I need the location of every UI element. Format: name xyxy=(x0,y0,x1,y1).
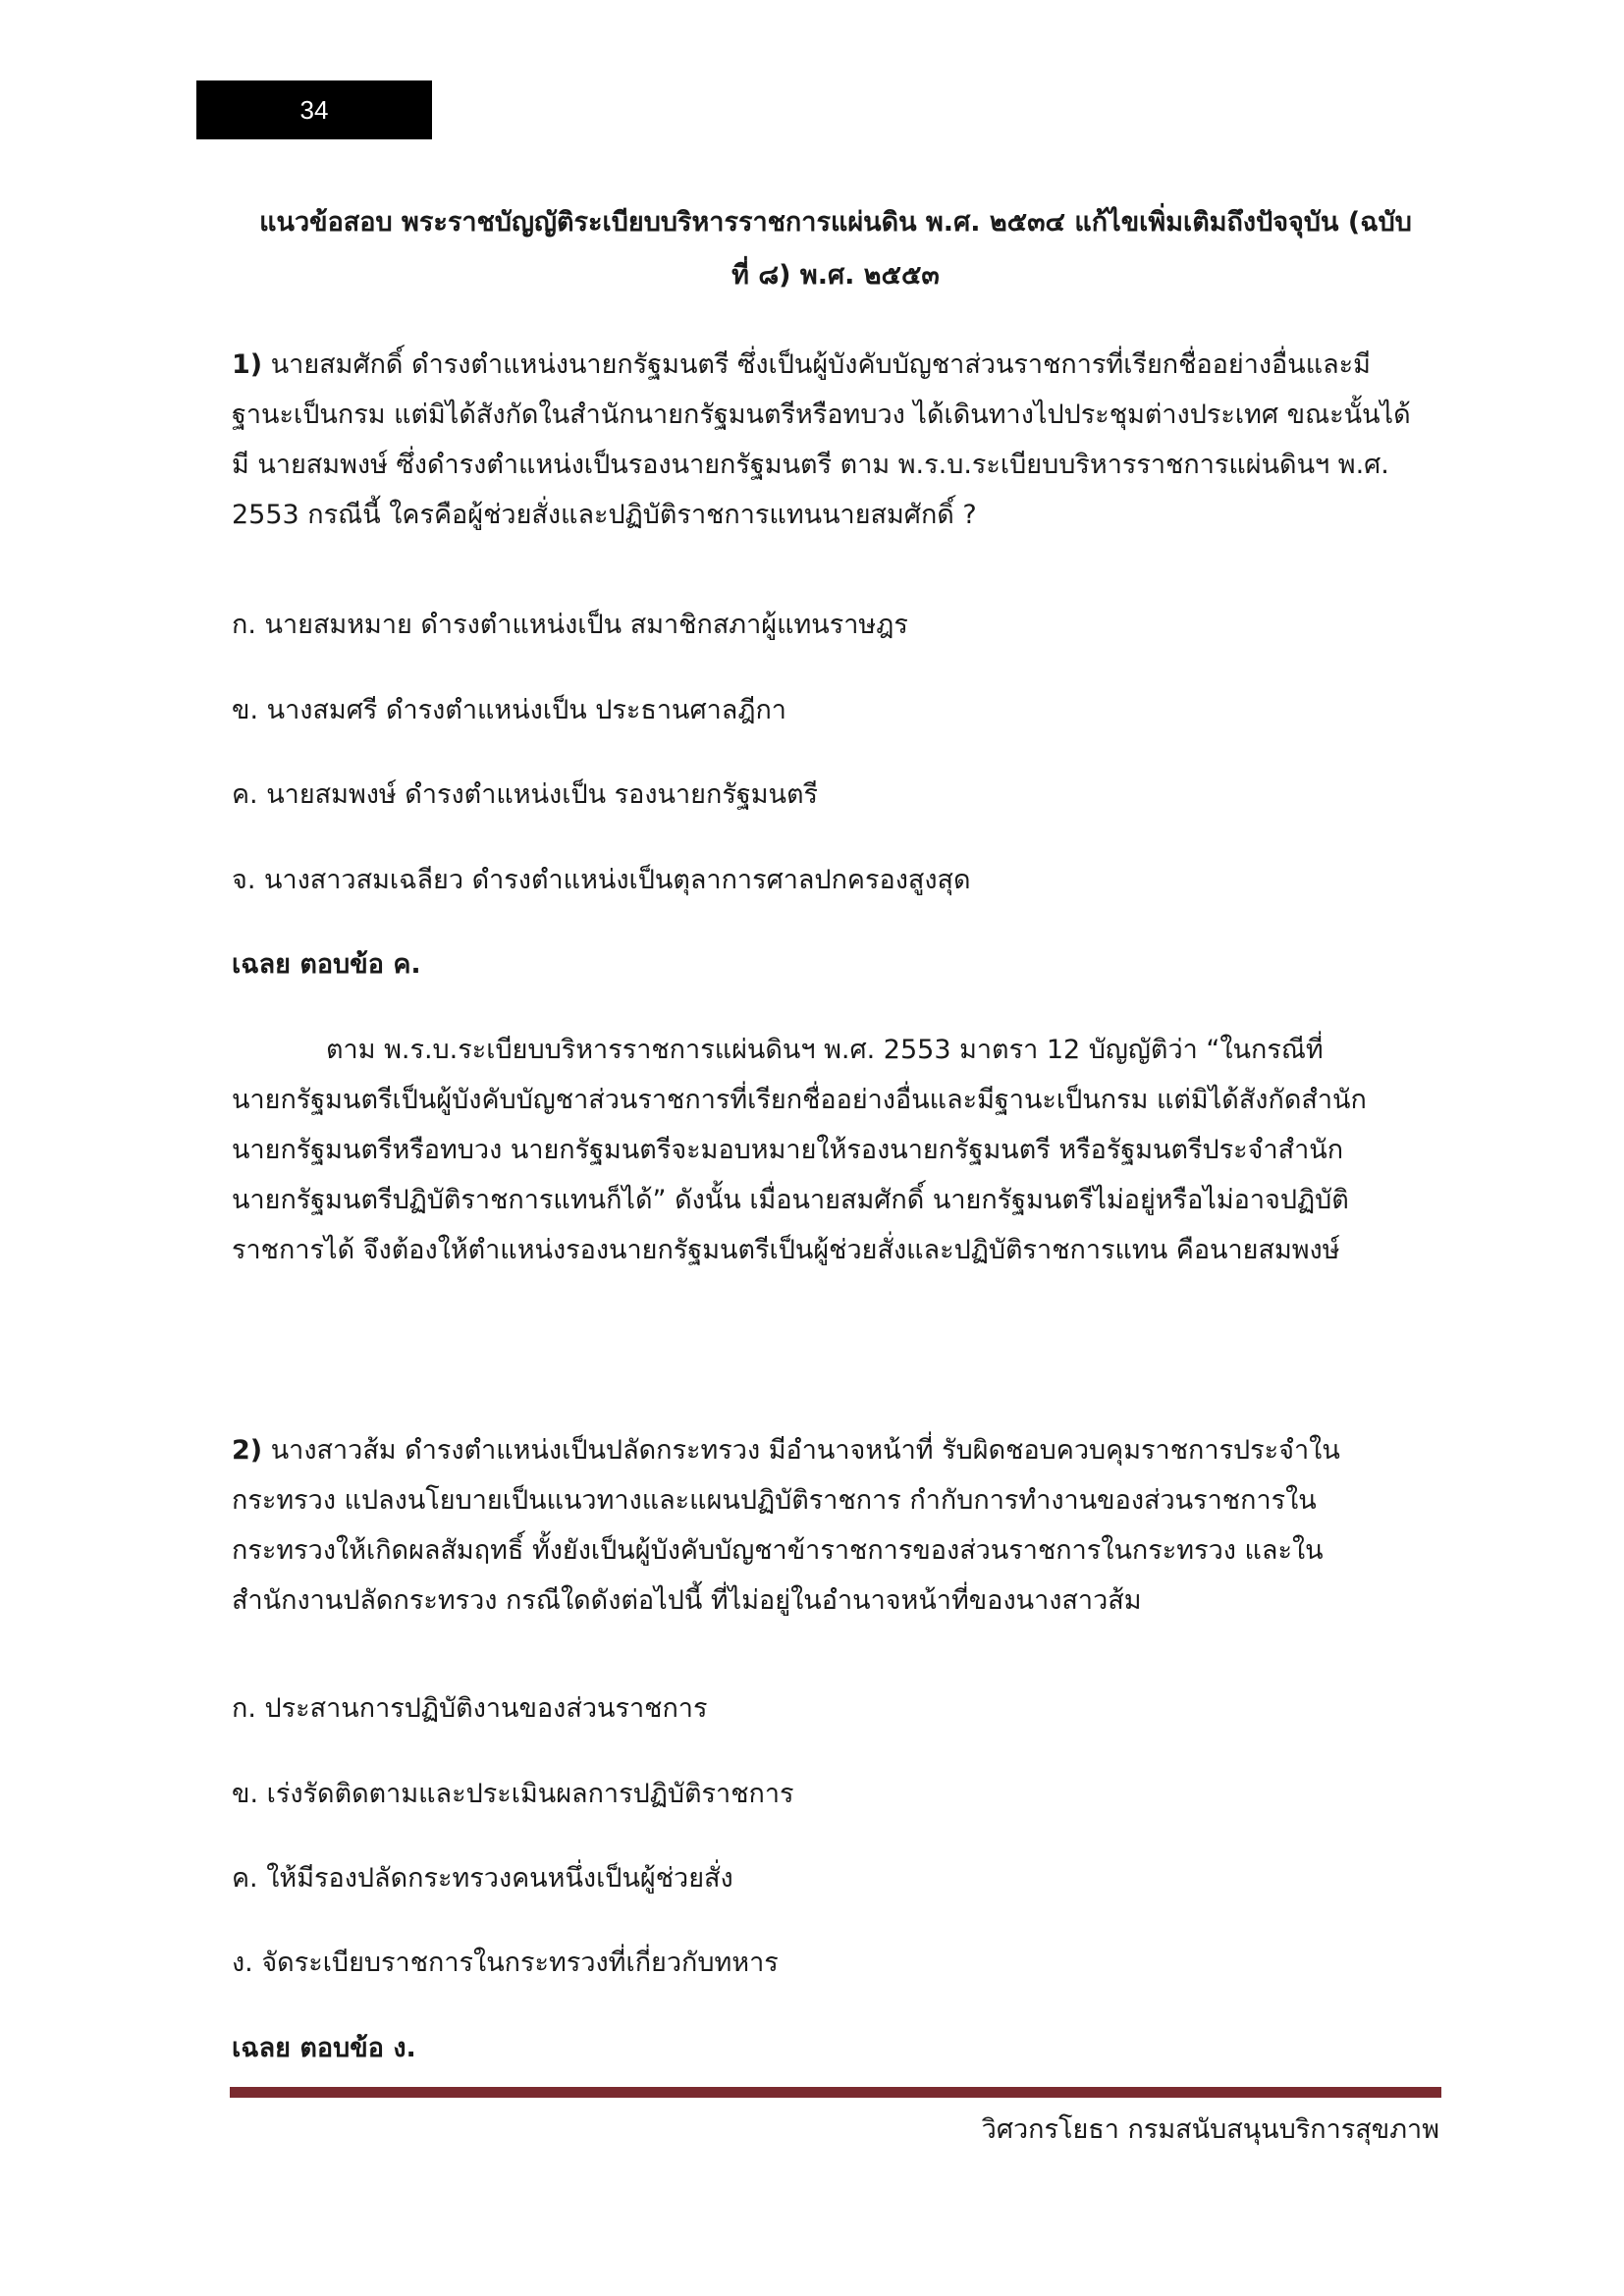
q1-explanation-line-1: ตาม พ.ร.บ.ระเบียบบริหารราชการแผ่นดินฯ พ.ศ. 2553 มาตรา 12 บัญญัติว่า “ในกรณีที่ xyxy=(326,1035,1324,1065)
question-2-line-3: กระทรวงให้เกิดผลสัมฤทธิ์ ทั้งยังเป็นผู้บังคับบัญชาข้าราชการของส่วนราชการในกระทรวง และใน xyxy=(232,1535,1324,1566)
question-1-line-2: ฐานะเป็นกรม แต่มิได้สังกัดในสำนักนายกรัฐมนตรีหรือทบวง ได้เดินทางไปประชุมต่างประเทศ ขณะนั้นได้ xyxy=(232,400,1411,430)
q1-choice-a: ก. นายสมหมาย ดำรงตำแหน่งเป็น สมาชิกสภาผู้แทนราษฎร xyxy=(232,610,908,640)
page-number: 34 xyxy=(299,94,329,125)
question-1 xyxy=(232,340,1439,540)
q2-choice-b: ข. เร่งรัดติดตามและประเมินผลการปฏิบัติราชการ xyxy=(232,1779,794,1809)
question-1-line-4: 2553 กรณีนี้ ใครคือผู้ช่วยสั่งและปฏิบัติราชการแทนนายสมศักดิ์ ? xyxy=(232,500,977,530)
q1-choice-c: ค. นายสมพงษ์ ดำรงตำแหน่งเป็น รองนายกรัฐมนตรี xyxy=(232,779,819,810)
question-1-line-3: มี นายสมพงษ์ ซึ่งดำรงตำแหน่งเป็นรองนายกรัฐมนตรี ตาม พ.ร.บ.ระเบียบบริหารราชการแผ่นดินฯ พ.ศ. xyxy=(232,450,1389,480)
page-number-box xyxy=(196,80,432,139)
q1-explanation xyxy=(232,1025,1439,1275)
footer-text: วิศวกรโยธา กรมสนับสนุนบริการสุขภาพ xyxy=(981,2114,1439,2145)
question-2 xyxy=(232,1425,1439,1626)
question-2-line-1: 2) นางสาวส้ม ดำรงตำแหน่งเป็นปลัดกระทรวง มีอำนาจหน้าที่ รับผิดชอบควบคุมราชการประจำใน xyxy=(232,1435,1340,1466)
q2-choice-d: ง. จัดระเบียบราชการในกระทรวงที่เกี่ยวกับทหาร xyxy=(232,1948,779,1978)
q1-choice-b: ข. นางสมศรี ดำรงตำแหน่งเป็น ประธานศาลฎีกา xyxy=(232,695,786,725)
question-2-line-4: สำนักงานปลัดกระทรวง กรณีใดดังต่อไปนี้ ที่ไม่อยู่ในอำนาจหน้าที่ของนางสาวส้ม xyxy=(232,1585,1142,1616)
title-line-2: ที่ ๘) พ.ศ. ๒๕๕๓ xyxy=(731,260,940,291)
q2-choice-c: ค. ให้มีรองปลัดกระทรวงคนหนึ่งเป็นผู้ช่วยสั่ง xyxy=(232,1863,733,1894)
q1-choice-d: จ. นางสาวสมเฉลียว ดำรงตำแหน่งเป็นตุลาการศาลปกครองสูงสุด xyxy=(232,865,971,895)
q1-explanation-line-5: ราชการได้ จึงต้องให้ตำแหน่งรองนายกรัฐมนตรีเป็นผู้ช่วยสั่งและปฏิบัติราชการแทน คือนายสมพงษ์ xyxy=(232,1235,1340,1265)
footer-divider xyxy=(230,2087,1441,2098)
title-line-1: แนวข้อสอบ พระราชบัญญัติระเบียบบริหารราชการแผ่นดิน พ.ศ. ๒๕๓๔ แก้ไขเพิ่มเติมถึงปัจจุบัน (ฉบับ xyxy=(259,207,1412,238)
q2-answer: เฉลย ตอบข้อ ง. xyxy=(232,2033,416,2063)
q1-explanation-line-4: นายกรัฐมนตรีปฏิบัติราชการแทนก็ได้” ดังนั้น เมื่อนายสมศักดิ์ นายกรัฐมนตรีไม่อยู่หรือไม่อาจปฏิบัติ xyxy=(232,1185,1349,1215)
page-title xyxy=(232,196,1439,302)
q1-explanation-line-2: นายกรัฐมนตรีเป็นผู้บังคับบัญชาส่วนราชการที่เรียกชื่ออย่างอื่นและมีฐานะเป็นกรม แต่มิได้สังกัดสำนัก xyxy=(232,1085,1367,1115)
question-2-number: 2) xyxy=(232,1435,263,1466)
question-1-number: 1) xyxy=(232,349,263,380)
q1-explanation-line-3: นายกรัฐมนตรีหรือทบวง นายกรัฐมนตรีจะมอบหมายให้รองนายกรัฐมนตรี หรือรัฐมนตรีประจำสำนัก xyxy=(232,1135,1344,1165)
question-1-line-1: 1) นายสมศักดิ์ ดำรงตำแหน่งนายกรัฐมนตรี ซึ่งเป็นผู้บังคับบัญชาส่วนราชการที่เรียกชื่ออย่างอื่นและมี xyxy=(232,349,1371,380)
question-2-line-2: กระทรวง แปลงนโยบายเป็นแนวทางและแผนปฏิบัติราชการ กำกับการทำงานของส่วนราชการใน xyxy=(232,1485,1317,1516)
q1-answer: เฉลย ตอบข้อ ค. xyxy=(232,949,421,980)
q2-choice-a: ก. ประสานการปฏิบัติงานของส่วนราชการ xyxy=(232,1693,708,1724)
